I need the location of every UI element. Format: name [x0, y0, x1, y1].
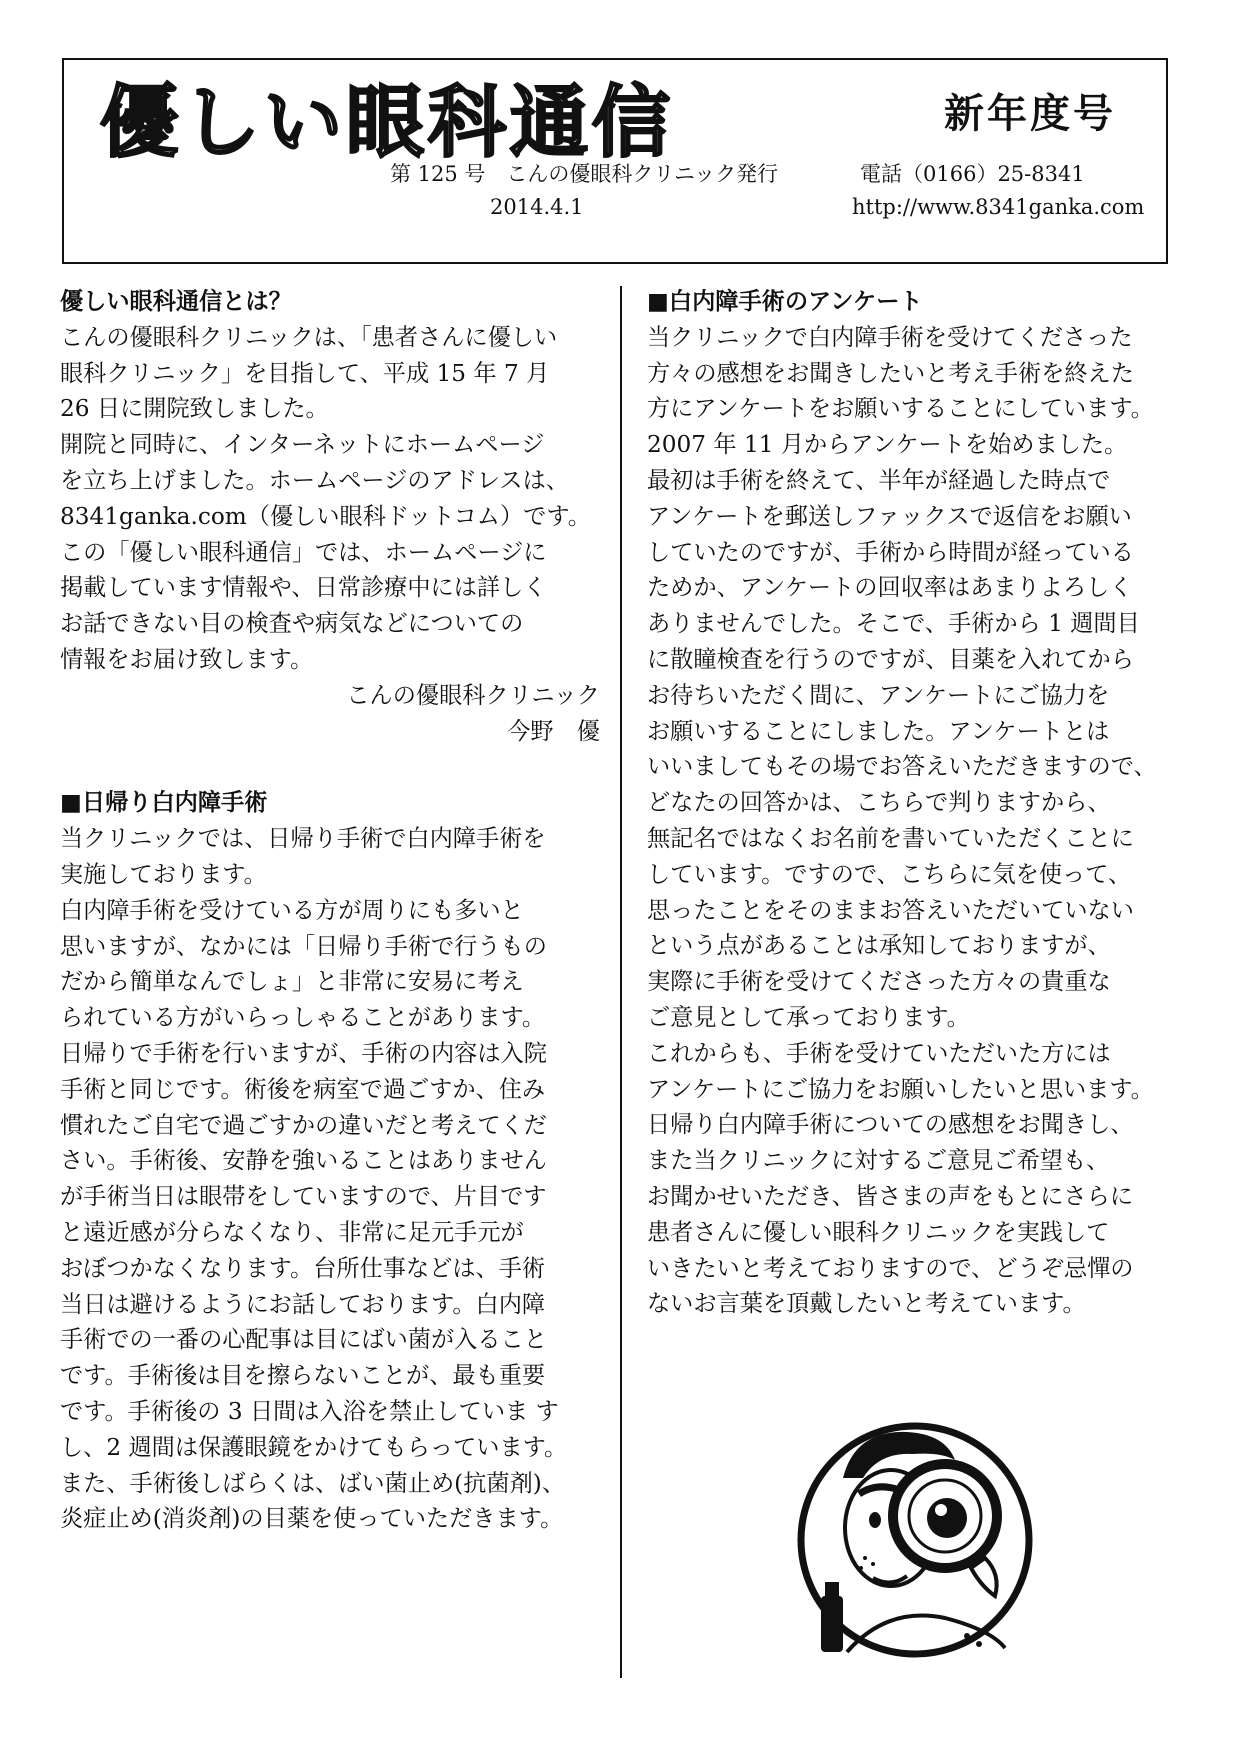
survey-text-line: どなたの回答かは、こちらで判りますから、 [647, 789, 1111, 817]
column-divider [620, 286, 622, 1678]
survey-text-line: 日帰り白内障手術についての感想をお聞きし、 [647, 1111, 1134, 1139]
cataract-text-line: です。手術後は目を擦らないことが、最も重要 [60, 1362, 546, 1390]
cataract-text-line: 慣れたご自宅で過ごすかの違いだと考えてくだ [60, 1111, 547, 1139]
survey-text-line: 方にアンケートをお願いすることにしています。 [647, 395, 1154, 423]
survey-text-line: 2007 年 11 月からアンケートを始めました。 [647, 431, 1128, 459]
intro-text-line: 眼科クリニック」を目指して、平成 15 年 7 月 [60, 359, 550, 387]
cataract-text-line: 実施しております。 [60, 860, 267, 888]
signature-clinic: こんの優眼科クリニック [346, 681, 600, 709]
survey-text-line: これからも、手術を受けていただいた方には [647, 1039, 1111, 1067]
survey-text-line: ご意見として承っております。 [647, 1003, 970, 1031]
cataract-text-line: 日帰りで手術を行いますが、手術の内容は入院 [60, 1039, 547, 1067]
survey-text-line: お願いすることにしました。アンケートとは [647, 717, 1110, 745]
survey-text-line: アンケートを郵送しファックスで返信をお願い [647, 502, 1132, 530]
cataract-text-line: し、2 週間は保護眼鏡をかけてもらっています。 [60, 1433, 568, 1461]
issue-label: 新年度号 [944, 91, 1116, 137]
cataract-text-line: です。手術後の 3 日間は入浴を禁止していま す [60, 1397, 559, 1425]
survey-text-line: という点があることは承知しておりますが、 [647, 932, 1111, 960]
cataract-text-line: 手術と同じです。術後を病室で過ごすか、住み [60, 1075, 546, 1103]
issue-line: 第 125 号 こんの優眼科クリニック発行 [390, 162, 779, 186]
cataract-text-line: また、手術後しばらくは、ばい菌止め(抗菌剤)、 [60, 1469, 566, 1497]
issue-date: 2014.4.1 [490, 195, 584, 219]
survey-body [647, 320, 1191, 1322]
masthead-box [62, 58, 1168, 264]
survey-text-line: ありませんでした。そこで、手術から 1 週間目 [647, 610, 1140, 638]
survey-text-line: 最初は手術を終えて、半年が経過した時点で [647, 466, 1111, 494]
cataract-body [60, 821, 600, 1537]
cataract-text-line: 手術での一番の心配事は目にばい菌が入ること [60, 1326, 547, 1354]
survey-text-line: お聞かせいただき、皆さまの声をもとにさらに [647, 1182, 1134, 1210]
survey-text-line: していたのですが、手術から時間が経っている [647, 538, 1134, 566]
survey-text-line: 患者さんに優しい眼科クリニックを実践して [647, 1218, 1110, 1246]
intro-text-line: を立ち上げました。ホームページのアドレスは、 [60, 466, 569, 494]
intro-text-line: 8341ganka.com（優しい眼科ドットコム）です。 [60, 502, 591, 530]
website-url: http://www.8341ganka.com [852, 195, 1145, 219]
survey-text-line: 当クリニックで白内障手術を受けてくださった [647, 323, 1133, 351]
cataract-heading: ■日帰り白内障手術 [60, 789, 268, 817]
cataract-text-line: さい。手術後、安静を強いることはありません [60, 1147, 547, 1175]
cataract-text-line: 思いますが、なかには「日帰り手術で行うもの [60, 932, 547, 960]
intro-text-line: 26 日に開院致しました。 [60, 395, 329, 423]
cataract-text-line: 白内障手術を受けている方が周りにも多いと [60, 896, 524, 924]
intro-text-line: 情報をお届け致します。 [60, 645, 314, 673]
survey-heading: ■白内障手術のアンケート [647, 288, 923, 315]
survey-text-line: ないお言葉を頂戴したいと考えています。 [647, 1290, 1086, 1318]
intro-body [60, 320, 600, 678]
intro-heading: 優しい眼科通信とは？ [60, 288, 292, 315]
cataract-text-line: 炎症止め(消炎剤)の目薬を使っていただきます。 [60, 1505, 564, 1533]
intro-text-line: 掲載しています情報や、日常診療中には詳しく [60, 574, 547, 602]
survey-text-line: 無記名ではなくお名前を書いていただくことに [647, 824, 1134, 852]
survey-text-line: ためか、アンケートの回収率はあまりよろしく [647, 574, 1133, 602]
intro-text-line: こんの優眼科クリニックは、「患者さんに優しい [60, 323, 558, 351]
right-column [647, 284, 1191, 1322]
intro-text-line: お話できない目の検査や病気などについての [60, 610, 524, 638]
cataract-text-line: だから簡単なんでしょ」と非常に安易に考え [60, 968, 524, 996]
left-column [60, 284, 600, 1537]
survey-text-line: に散瞳検査を行うのですが、目薬を入れてから [647, 645, 1134, 673]
phone-number: 電話（0166）25-8341 [860, 162, 1085, 186]
cataract-text-line: と遠近感が分らなくなり、非常に足元手元が [60, 1218, 524, 1246]
cataract-text-line: が手術当日は眼帯をしていますので、片目です [60, 1183, 547, 1211]
survey-text-line: 方々の感想をお聞きしたいと考え手術を終えた [647, 359, 1134, 387]
survey-text-line: また当クリニックに対するご意見ご希望も、 [647, 1147, 1110, 1175]
intro-text-line: この「優しい眼科通信」では、ホームページに [60, 538, 547, 566]
doctor-magnifier-illustration [795, 1408, 1035, 1670]
survey-text-line: 実際に手術を受けてくださった方々の貴重な [647, 968, 1111, 996]
survey-text-line: しています。ですので、こちらに気を使って、 [647, 860, 1132, 888]
cataract-text-line: 当クリニックでは、日帰り手術で白内障手術を [60, 825, 546, 853]
intro-text-line: 開院と同時に、インターネットにホームページ [60, 431, 545, 459]
survey-text-line: いいましてもその場でお答えいただきますので、 [647, 753, 1157, 781]
cataract-text-line: られている方がいらっしゃることがあります。 [60, 1004, 546, 1032]
cataract-text-line: おぼつかなくなります。台所仕事などは、手術 [60, 1254, 546, 1282]
survey-text-line: アンケートにご協力をお願いしたいと思います。 [647, 1075, 1154, 1103]
signature-name: 今野 優 [507, 717, 600, 745]
survey-text-line: お待ちいただく間に、アンケートにご協力を [647, 681, 1110, 709]
survey-text-line: いきたいと考えておりますので、どうぞ忌憚の [647, 1254, 1134, 1282]
survey-text-line: 思ったことをそのままお答えいただいていない [647, 896, 1134, 924]
cataract-text-line: 当日は避けるようにお話しております。白内障 [60, 1290, 546, 1318]
newsletter-title: 優しい眼科通信 [100, 78, 675, 168]
